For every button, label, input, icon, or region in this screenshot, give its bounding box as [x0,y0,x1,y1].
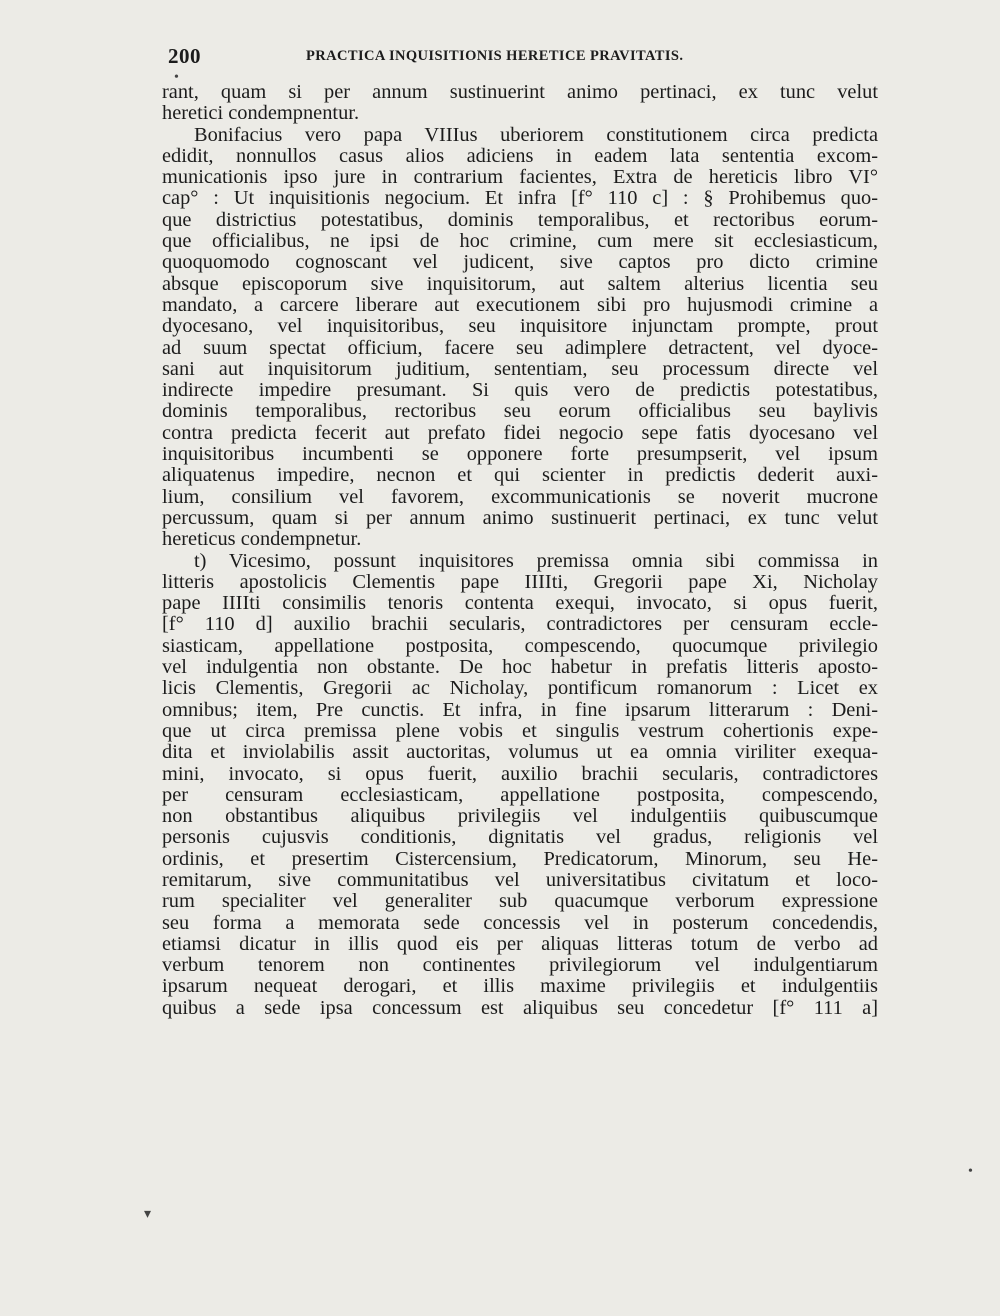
text-line: litteris apostolicis Clementis pape IIIIti, Gregorii pape Xi, Nicholay [162,571,878,593]
text-line: per censuram ecclesiasticam, appellatione postposita, compescendo, [162,784,878,806]
text-line: ad suum spectat officium, facere seu adimplere detractent, vel dyoce- [162,337,878,359]
ink-speck: ▾ [144,1207,152,1222]
text-line: edidit, nonnullos casus alios adiciens in eadem lata sententia excom- [162,145,878,167]
ink-speck: • [174,70,179,85]
text-line: quibus a sede ipsa concessum est aliquibus seu concedetur [f° 111 a] [162,997,878,1019]
text-line: etiamsi dicatur in illis quod eis per aliquas litteras totum de verbo ad [162,933,878,955]
page-number: 200 [168,44,201,68]
text-line: lium, consilium vel favorem, excommunicationis se noverit mucrone [162,486,878,508]
text-line: mandato, a carcere liberare aut executionem sibi pro hujusmodi crimine a [162,294,878,316]
text-line: omnibus; item, Pre cunctis. Et infra, in fine ipsarum litterarum : Deni- [162,699,878,721]
text-line: absque episcoporum sive inquisitorum, aut saltem alterius licentia seu [162,273,878,295]
text-line: remitarum, sive communitatibus vel universitatibus civitatum et loco- [162,869,878,891]
text-line: seu forma a memorata sede concessis vel in posterum concedendis, [162,912,878,934]
text-line: inquisitoribus incumbenti se opponere forte presumpserit, vel ipsum [162,444,878,466]
text-line: que districtius potestatibus, dominis temporalibus, et rectoribus eorum- [162,209,878,231]
text-line: que officialibus, ne ipsi de hoc crimine, cum mere sit ecclesiasticum, [162,231,878,253]
text-line: rant, quam si per annum sustinuerint animo pertinaci, ex tunc velut [162,82,878,103]
text-line: dyocesano, vel inquisitoribus, seu inquisitore injunctam prompte, prout [162,316,878,338]
text-line: sani aut inquisitorum juditium, sententiam, seu processum directe vel [162,358,878,380]
text-line: t) Vicesimo, possunt inquisitores premissa omnia sibi commissa in [194,550,878,572]
text-line: percussum, quam si per annum animo sustinuerit pertinaci, ex tunc velut [162,507,878,529]
text-line: siasticam, appellatione postposita, compescendo, quocumque privilegio [162,635,878,657]
text-line: pape IIIIti consimilis tenoris contenta exequi, invocato, si opus fuerit, [162,593,878,615]
text-line: quoquomodo cognoscant vel judicent, sive captos pro dicto crimine [162,252,878,274]
text-line: dita et inviolabilis assit auctoritas, volumus ut ea omnia viriliter exequa- [162,742,878,764]
text-line: hereticus condempnetur. [162,529,362,551]
page-header [168,44,868,70]
running-title: PRACTICA INQUISITIONIS HERETICE PRAVITATIS. [306,48,684,64]
text-line: ipsarum nequeat derogari, et illis maxime privilegiis et indulgentiis [162,976,878,998]
text-line: dominis temporalibus, rectoribus seu eorum officialibus seu baylivis [162,401,878,423]
text-line: rum specialiter vel generaliter sub quacumque verborum expressione [162,891,878,913]
text-line: heretici condempnentur. [162,103,360,125]
text-line: personis cujusvis conditionis, dignitatis vel gradus, religionis vel [162,827,878,849]
text-line: que ut circa premissa plene vobis et singulis vestrum cohertionis expe- [162,720,878,742]
text-line: aliquatenus impedire, necnon et qui scienter in predictis dederit auxi- [162,465,878,487]
text-line: [f° 110 d] auxilio brachii secularis, contradictores per censuram eccle- [162,614,878,636]
text-line: indirecte impedire presumant. Si quis vero de predictis potestatibus, [162,380,878,402]
text-line: verbum tenorem non continentes privilegiorum vel indulgentiarum [162,955,878,977]
text-line: mini, invocato, si opus fuerit, auxilio brachii secularis, contradictores [162,763,878,785]
text-line: municationis ipso jure in contrarium facientes, Extra de hereticis libro VI° [162,167,878,189]
text-line: contra predicta fecerit aut prefato fidei negocio sepe fatis dyocesano vel [162,422,878,444]
text-line: vel indulgentia non obstante. De hoc habetur in prefatis litteris aposto- [162,657,878,679]
text-line: non obstantibus aliquibus privilegiis vel indulgentiis quibuscumque [162,806,878,828]
text-line: licis Clementis, Gregorii ac Nicholay, pontificum romanorum : Licet ex [162,678,878,700]
text-line: Bonifacius vero papa VIIIus uberiorem constitutionem circa predicta [194,124,878,146]
text-line: cap° : Ut inquisitionis negocium. Et infra [f° 110 c] : § Prohibemus quo- [162,188,878,210]
ink-speck: • [968,1164,973,1179]
text-line: ordinis, et presertim Cistercensium, Predicatorum, Minorum, seu He- [162,848,878,870]
body-text [162,82,878,1019]
